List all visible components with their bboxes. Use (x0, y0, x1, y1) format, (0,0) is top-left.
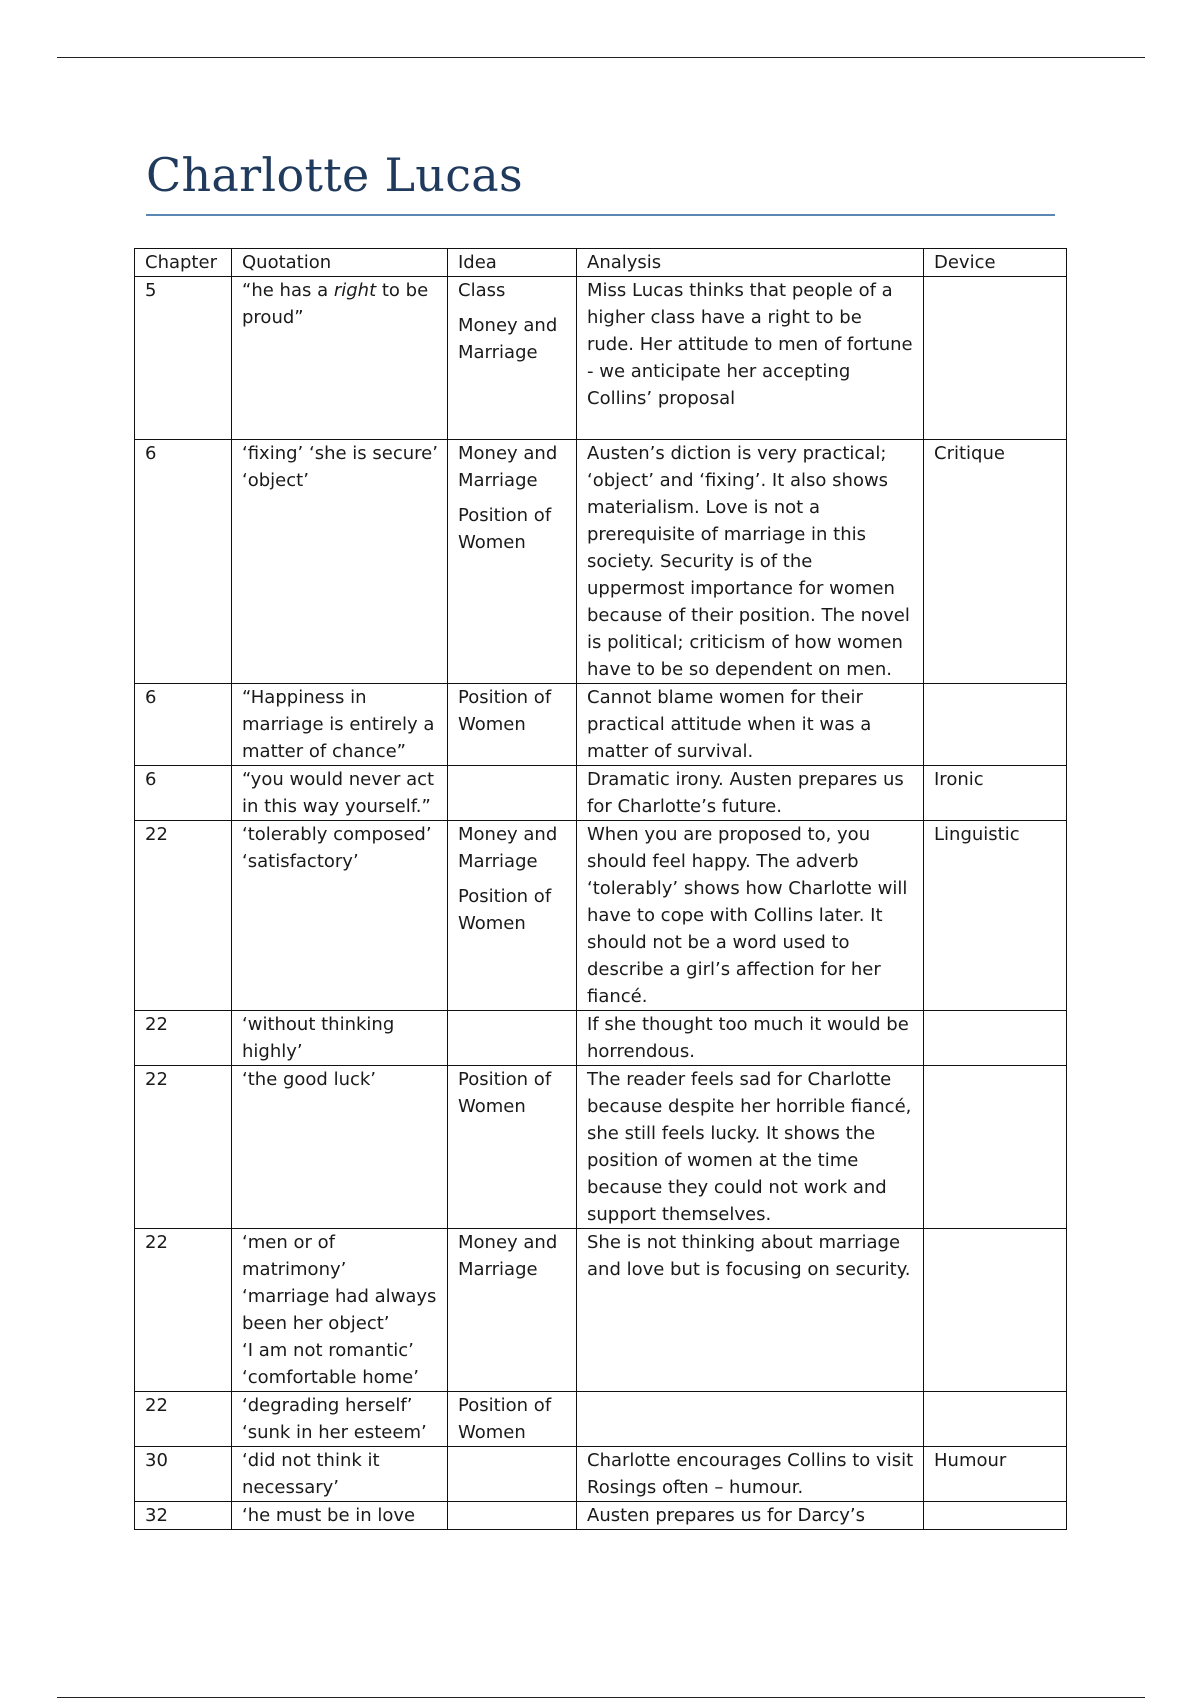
page-title: Charlotte Lucas (146, 148, 523, 202)
table-row (135, 1066, 1067, 1229)
quotation-line: ‘comfortable home’ (242, 1367, 419, 1388)
chapter-cell: 22 (135, 1011, 232, 1066)
device-cell: Ironic (924, 766, 1067, 821)
top-rule (57, 57, 1145, 58)
header-device: Device (924, 249, 1067, 277)
idea-cell: Position of Women (448, 684, 577, 766)
table-row (135, 821, 1067, 1011)
title-underline (146, 214, 1055, 216)
analysis-cell: Austen’s diction is very practical; ‘object’ and ‘fixing’. It also shows materialism. Love is not a prerequisite of marriage in this society. Security is of the uppermost importance for women because of their position. The novel is political; criticism of how women have to be so dependent on men. (577, 440, 924, 684)
quotation-text: “he has a (242, 280, 334, 301)
quotation-text: to be proud” (242, 280, 429, 328)
idea-label: Class (458, 280, 506, 301)
quotation-cell: ‘he must be in love (232, 1502, 448, 1530)
analysis-cell: Dramatic irony. Austen prepares us for Charlotte’s future. (577, 766, 924, 821)
analysis-cell: Charlotte encourages Collins to visit Rosings often – humour. (577, 1447, 924, 1502)
idea-cell (448, 821, 577, 1011)
quotation-cell (232, 277, 448, 440)
chapter-cell: 22 (135, 1229, 232, 1392)
analysis-cell: She is not thinking about marriage and love but is focusing on security. (577, 1229, 924, 1392)
idea-cell (448, 766, 577, 821)
table-row (135, 1447, 1067, 1502)
quotation-emphasis: right (333, 280, 377, 301)
idea-cell (448, 1447, 577, 1502)
quotation-table (134, 248, 1067, 1530)
analysis-cell (577, 1392, 924, 1447)
quotation-cell (232, 1229, 448, 1392)
analysis-cell: Austen prepares us for Darcy’s (577, 1502, 924, 1530)
analysis-cell: When you are proposed to, you should feel happy. The adverb ‘tolerably’ shows how Charlotte will have to cope with Collins later. It should not be a word used to describe a girl’s affection for her fiancé. (577, 821, 924, 1011)
quotation-line: ‘marriage had always been her object’ (242, 1286, 437, 1334)
quotation-cell: ‘tolerably composed’ ‘satisfactory’ (232, 821, 448, 1011)
quotation-cell: ‘the good luck’ (232, 1066, 448, 1229)
table-row (135, 766, 1067, 821)
quotation-cell: ‘did not think it necessary’ (232, 1447, 448, 1502)
analysis-cell: Miss Lucas thinks that people of a higher class have a right to be rude. Her attitude to men of fortune - we anticipate her accepting Collins’ proposal (577, 277, 924, 440)
idea-cell (448, 277, 577, 440)
idea-label: Money and Marriage (458, 443, 558, 491)
chapter-cell: 22 (135, 821, 232, 1011)
analysis-cell: The reader feels sad for Charlotte because despite her horrible fiancé, she still feels lucky. It shows the position of women at the time because they could not work and support themselves. (577, 1066, 924, 1229)
chapter-cell: 6 (135, 766, 232, 821)
header-idea: Idea (448, 249, 577, 277)
header-chapter: Chapter (135, 249, 232, 277)
device-cell (924, 684, 1067, 766)
device-cell: Linguistic (924, 821, 1067, 1011)
idea-label: Money and Marriage (458, 824, 558, 872)
header-analysis: Analysis (577, 249, 924, 277)
quotation-cell: “Happiness in marriage is entirely a matter of chance” (232, 684, 448, 766)
quotation-cell: ‘without thinking highly’ (232, 1011, 448, 1066)
device-cell (924, 277, 1067, 440)
analysis-cell: Cannot blame women for their practical attitude when it was a matter of survival. (577, 684, 924, 766)
device-cell (924, 1229, 1067, 1392)
chapter-cell: 6 (135, 684, 232, 766)
table-row (135, 440, 1067, 684)
idea-cell: Position of Women (448, 1392, 577, 1447)
device-cell (924, 1502, 1067, 1530)
header-quotation: Quotation (232, 249, 448, 277)
device-cell (924, 1392, 1067, 1447)
quotation-line: ‘I am not romantic’ (242, 1340, 414, 1361)
table-row (135, 1011, 1067, 1066)
idea-cell: Position of Women (448, 1066, 577, 1229)
device-cell (924, 1066, 1067, 1229)
idea-label: Position of Women (458, 505, 552, 554)
chapter-cell: 32 (135, 1502, 232, 1530)
chapter-cell: 30 (135, 1447, 232, 1502)
idea-cell (448, 1502, 577, 1530)
quotation-cell: ‘fixing’ ‘she is secure’ ‘object’ (232, 440, 448, 684)
device-cell: Humour (924, 1447, 1067, 1502)
table-row (135, 277, 1067, 440)
quotation-cell: ‘degrading herself’ ‘sunk in her esteem’ (232, 1392, 448, 1447)
idea-cell (448, 1011, 577, 1066)
chapter-cell: 22 (135, 1392, 232, 1447)
bottom-rule (57, 1697, 1145, 1698)
table-row (135, 1229, 1067, 1392)
chapter-cell: 6 (135, 440, 232, 684)
idea-label: Money and Marriage (458, 315, 558, 364)
table-header-row (135, 249, 1067, 277)
table-row (135, 1502, 1067, 1530)
quotation-line: ‘men or of matrimony’ (242, 1232, 347, 1280)
idea-cell (448, 440, 577, 684)
chapter-cell: 22 (135, 1066, 232, 1229)
chapter-cell: 5 (135, 277, 232, 440)
device-cell: Critique (924, 440, 1067, 684)
quotation-cell: “you would never act in this way yourself.” (232, 766, 448, 821)
idea-label: Position of Women (458, 886, 552, 935)
device-cell (924, 1011, 1067, 1066)
analysis-cell: If she thought too much it would be horrendous. (577, 1011, 924, 1066)
table-row (135, 1392, 1067, 1447)
idea-cell: Money and Marriage (448, 1229, 577, 1392)
table-row (135, 684, 1067, 766)
